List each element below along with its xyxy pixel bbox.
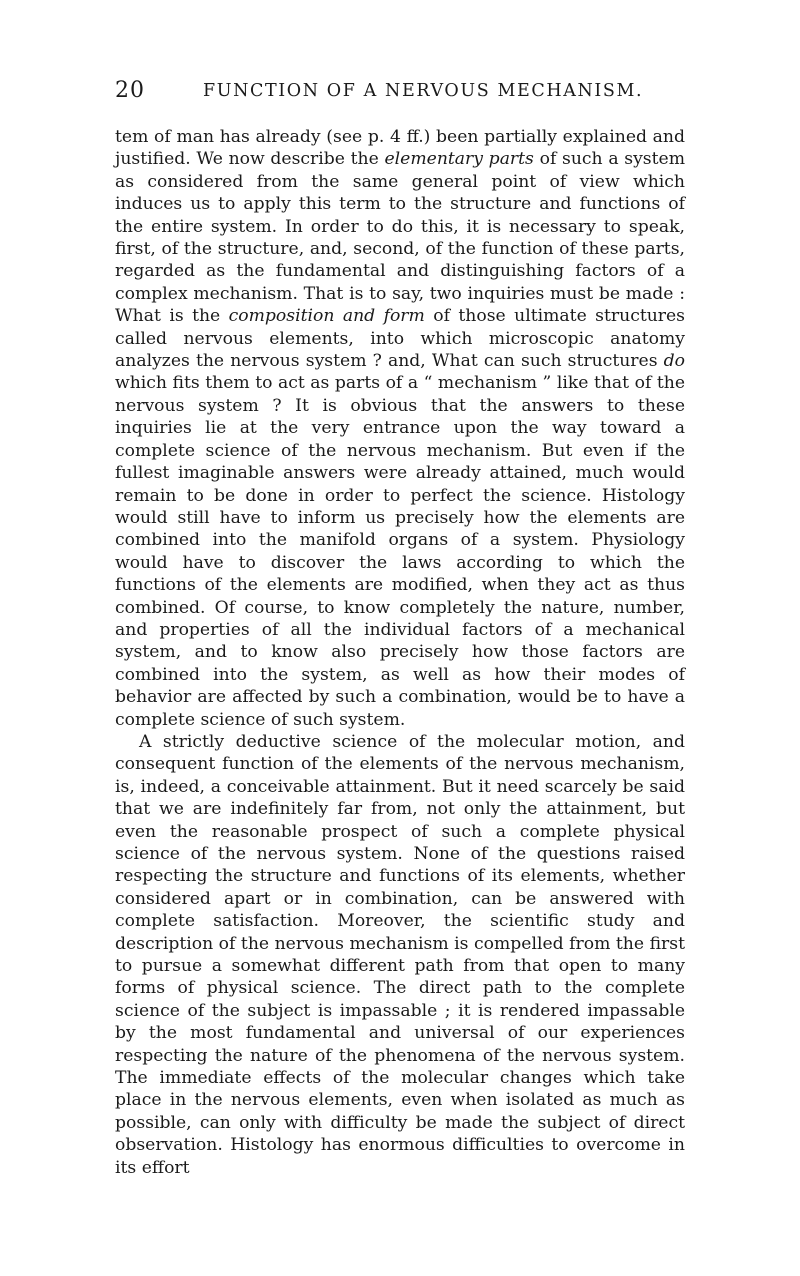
page-number: 20	[115, 78, 145, 103]
italic-phrase: do	[663, 351, 685, 372]
text-segment: of those ultimate structures called nervous elements, into which microscopic anatomy analyzes the nervous system ? and, What can such structures	[115, 306, 685, 372]
text-segment: which fits them to act as parts of a “ mechanism ” like that of the nervous system ? It is obvious that the answers to these inquiries lie at the very entrance upon the way toward a complete science of the nervous mechanism. But even if the fullest imaginable answers were already attained, much would remain to be done in order to perfect the science. Histology would still have to inform us precisely how the elements are combined into the manifold organs of a system. Physiology would have to discover the laws according to which the functions of the elements are modified, when they act as thus combined. Of course, to know completely the nature, number, and properties of all the individual factors of a mechanical system, and to know also precisely how those factors are combined into the system, as well as how their modes of behavior are affected by such a combination, would be to have a complete science of such system.	[115, 373, 685, 730]
text-segment: A strictly deductive science of the molecular motion, and consequent function of the elements of the nervous mechanism, is, indeed, a conceivable attainment. But it need scarcely be said that we are indefinitely far from, not only the attainment, but even the reasonable prospect of such a complete physical science of the nervous system. None of the questions raised respecting the structure and functions of its elements, whether considered apart or in combination, can be answered with complete satisfaction. Moreover, the scientific study and description of the nervous mechanism is compelled from the first to pursue a somewhat different path from that open to many forms of physical science. The direct path to the complete science of the subject is impassable ; it is rendered impassable by the most fundamental and universal of our experiences respecting the nature of the phenomena of the nervous system. The immediate effects of the molecular changes which take place in the nervous elements, even when isolated as much as possible, can only with difficulty be made the subject of direct observation. Histology has enormous difficulties to overcome in its effort	[115, 731, 685, 1178]
paragraph	[115, 731, 685, 1179]
text-segment: of such a system as considered from the same general point of view which induces us to apply this term to the structure and functions of the entire system. In order to do this, it is necessary to speak, first, of the structure, and, second, of the function of these parts, regarded as the fundamental and distinguishing factors of a complex mechanism. That is to say, two inquiries must be made : What is the	[115, 149, 686, 327]
text-segment: tem of man has already (see p. 4 ff.) been partially explained and justified. We now describe the	[115, 127, 685, 170]
paragraph	[115, 126, 685, 731]
body-text	[115, 126, 685, 1179]
italic-phrase: elementary parts	[384, 149, 534, 170]
book-page	[115, 78, 685, 1179]
running-head-title: FUNCTION OF A NERVOUS MECHANISM.	[203, 81, 644, 101]
running-head	[115, 78, 685, 110]
italic-phrase: composition and form	[228, 306, 425, 327]
